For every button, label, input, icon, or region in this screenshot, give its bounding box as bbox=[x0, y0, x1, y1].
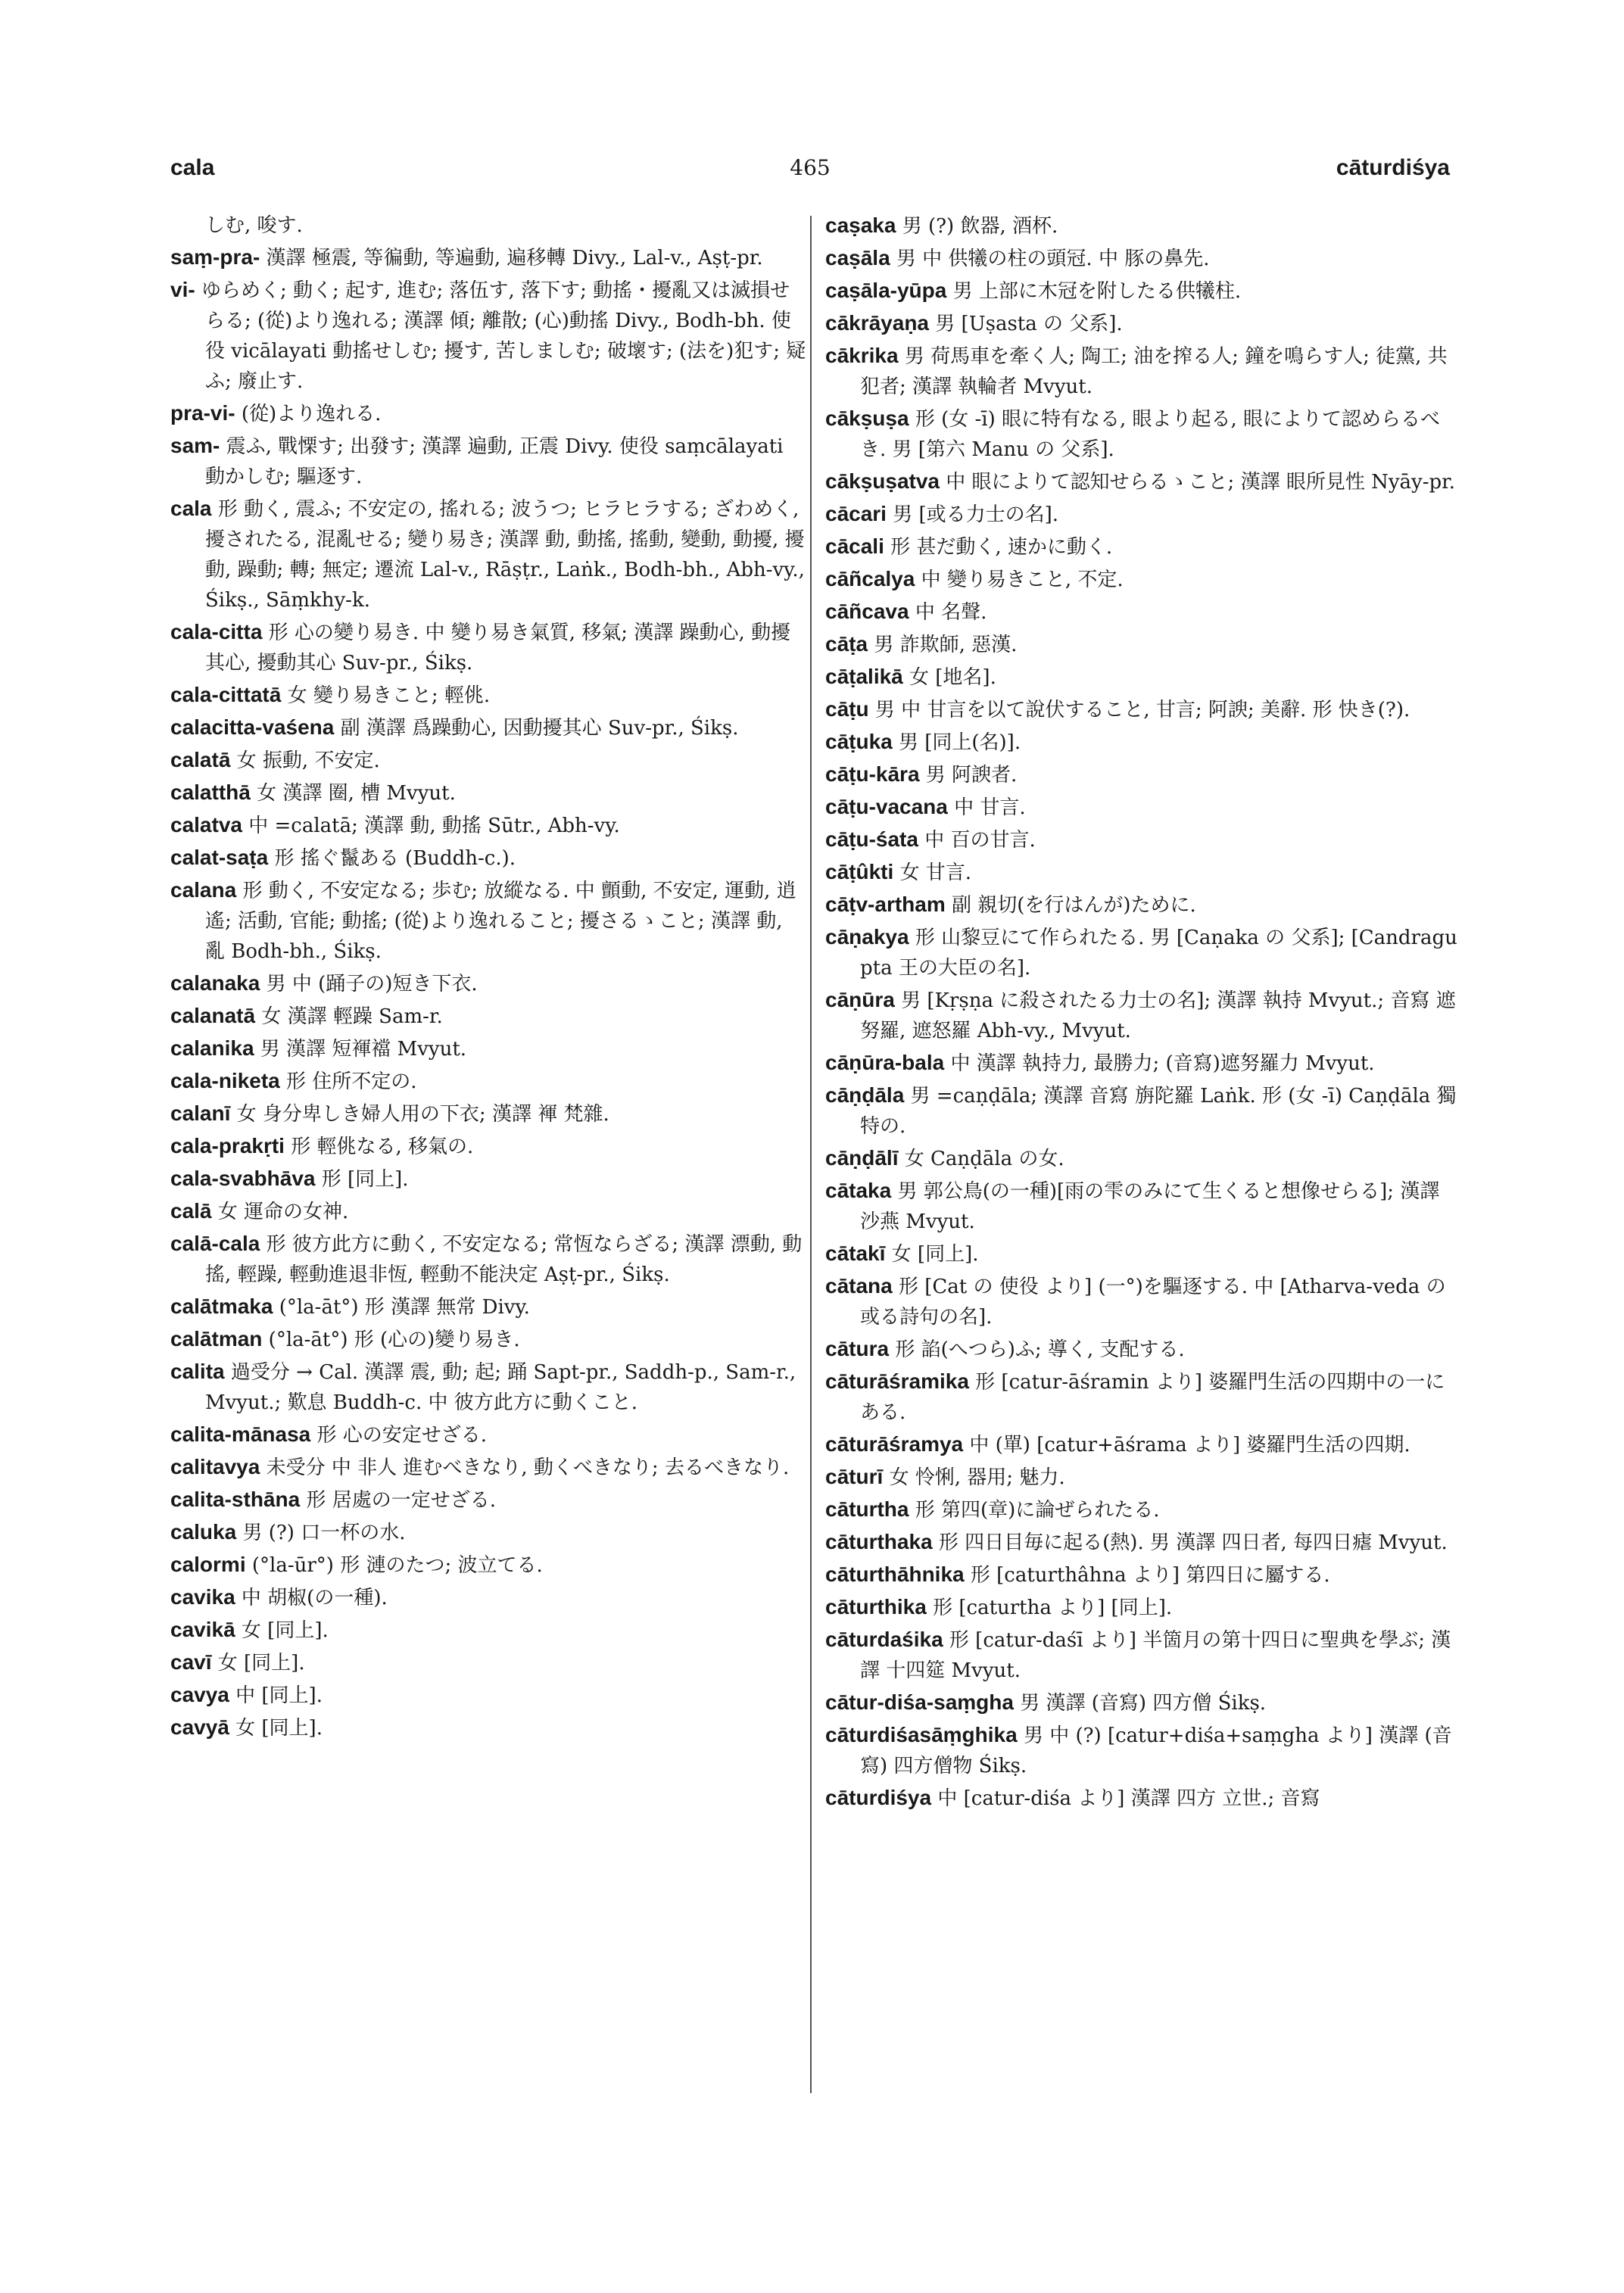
dictionary-entry bbox=[825, 1592, 1461, 1623]
dictionary-entry bbox=[170, 1131, 806, 1162]
headword: calitavya bbox=[170, 1455, 260, 1478]
dictionary-entry bbox=[170, 1419, 806, 1450]
definition: 女 漢譯 輕躁 Sam-r. bbox=[261, 1005, 443, 1028]
dictionary-entry bbox=[170, 875, 806, 967]
headword: sam- bbox=[170, 434, 220, 457]
dictionary-entry bbox=[170, 275, 806, 397]
headword: cavyā bbox=[170, 1715, 229, 1739]
dictionary-entry bbox=[170, 968, 806, 999]
running-head-left: cala bbox=[170, 155, 215, 180]
headword: cāturthaka bbox=[825, 1530, 933, 1553]
headword: cāṇūra-bala bbox=[825, 1051, 945, 1074]
page-number: 465 bbox=[790, 155, 831, 180]
definition: 女 [同上]. bbox=[241, 1619, 329, 1642]
dictionary-entry bbox=[170, 398, 806, 429]
headword: cāturthika bbox=[825, 1595, 927, 1618]
dictionary-entry bbox=[825, 1366, 1461, 1428]
definition: 副 漢譯 爲躁動心, 因動擾其心 Suv-pr., Śikṣ. bbox=[340, 717, 739, 740]
definition: 形 第四(章)に論ぜられたる. bbox=[915, 1499, 1160, 1522]
headword: cāṇḍālī bbox=[825, 1146, 899, 1170]
definition: 漢譯 極震, 等徧動, 等遍動, 遍移轉 Divy., Lal-v., Aṣṭ-pr. bbox=[266, 247, 763, 269]
definition: 形 [Cat の 使役 より] (一°)を驅逐する. 中 [Atharva-veda の或る詩句の名]. bbox=[860, 1276, 1446, 1329]
dictionary-entry bbox=[825, 531, 1461, 562]
headword: calā bbox=[170, 1199, 212, 1223]
headword: cāturdaśika bbox=[825, 1628, 943, 1651]
dictionary-entry bbox=[170, 843, 806, 874]
definition: 男 [同上(名)]. bbox=[898, 731, 1021, 754]
definition: 形 山黎豆にて作られたる. 男 [Caṇaka の 父系]; [Candragupta 王の大臣の名]. bbox=[860, 927, 1457, 980]
headword: calita-sthāna bbox=[170, 1488, 301, 1511]
dictionary-entry bbox=[825, 1429, 1461, 1460]
headword: cāṭu bbox=[825, 697, 869, 721]
headword: calā-cala bbox=[170, 1232, 260, 1255]
definition: 女 甘言. bbox=[899, 861, 972, 884]
definition: しむ, 唆す. bbox=[205, 214, 303, 237]
headword: cāṭu-kāra bbox=[825, 762, 920, 786]
headword: cavī bbox=[170, 1650, 212, 1674]
definition: 男 漢譯 (音寫) 四方僧 Śikṣ. bbox=[1020, 1692, 1267, 1715]
definition: 中 甘言. bbox=[954, 796, 1026, 819]
headword: cāṇḍāla bbox=[825, 1083, 905, 1107]
headword: calormi bbox=[170, 1553, 246, 1576]
headword: cākṣuṣatva bbox=[825, 469, 940, 493]
definition: 形 心の變り易き. 中 變り易き氣質, 移氣; 漢譯 躁動心, 動擾其心, 擾動其心 Suv-pr., Śikṣ. bbox=[205, 622, 791, 675]
definition: 女 身分卑しき婦人用の下衣; 漢譯 褌 梵雜. bbox=[236, 1103, 609, 1126]
dictionary-entry bbox=[170, 1229, 806, 1290]
headword: cākrika bbox=[825, 344, 899, 367]
definition: 未受分 中 非人 進むべきなり, 動くべきなり; 去るべきなり. bbox=[266, 1456, 790, 1479]
definition: 中 名聲. bbox=[915, 601, 987, 624]
headword: calana bbox=[170, 878, 237, 902]
definition: 中 =calatā; 漢譯 動, 動搖 Sūtr., Abh-vy. bbox=[248, 815, 620, 837]
dictionary-entry bbox=[825, 1494, 1461, 1525]
definition: 形 [同上]. bbox=[321, 1168, 409, 1191]
dictionary-entry bbox=[825, 308, 1461, 339]
definition: 形 輕佻なる, 移氣の. bbox=[291, 1136, 474, 1158]
dictionary-entry bbox=[170, 1164, 806, 1195]
definition: 女 [地名]. bbox=[909, 666, 996, 689]
dictionary-entry bbox=[825, 985, 1461, 1046]
dictionary-entry bbox=[170, 1324, 806, 1355]
dictionary-entry bbox=[825, 792, 1461, 823]
headword: vi- bbox=[170, 278, 195, 301]
definition: 男 [或る力士の名]. bbox=[893, 503, 1059, 526]
headword: calatva bbox=[170, 813, 242, 837]
dictionary-entry bbox=[825, 466, 1461, 497]
headword: cāturāśramya bbox=[825, 1432, 964, 1456]
running-head-right: cāturdiśya bbox=[1336, 155, 1450, 180]
definition: (°la-ūr°) 形 漣のたつ; 波立てる. bbox=[251, 1554, 543, 1577]
dictionary-entry bbox=[170, 1001, 806, 1032]
definition: 女 漢譯 圈, 槽 Mvyut. bbox=[257, 782, 456, 805]
headword: calātman bbox=[170, 1327, 263, 1351]
headword: cāṭv-artham bbox=[825, 893, 946, 916]
headword: cācari bbox=[825, 502, 887, 525]
headword: calanika bbox=[170, 1036, 254, 1060]
definition: 男 中 (?) [catur+diśa+saṃgha より] 漢譯 (音寫) 四方僧物 Śikṣ. bbox=[860, 1724, 1452, 1777]
definition: 女 [同上]. bbox=[217, 1652, 305, 1675]
dictionary-entry bbox=[825, 1720, 1461, 1781]
headword: cāturāśramika bbox=[825, 1369, 969, 1393]
headword: cāturtha bbox=[825, 1497, 909, 1521]
dictionary-entry bbox=[825, 824, 1461, 855]
dictionary-entry bbox=[825, 1176, 1461, 1237]
definition: 形 [caturtha より] [同上]. bbox=[933, 1597, 1173, 1619]
definition: 過受分 → Cal. 漢譯 震, 動; 起; 踊 Sapt-pr., Saddh-p., Sam-r., Mvyut.; 歎息 Buddh-c. 中 彼方此方に動くこと. bbox=[205, 1361, 796, 1414]
definition: 形 四日目毎に起る(熱). 男 漢譯 四日者, 每四日瘧 Mvyut. bbox=[938, 1531, 1448, 1554]
page-header bbox=[170, 155, 1450, 193]
definition: 形 搖ぐ鬣ある (Buddh-c.). bbox=[274, 847, 516, 870]
headword: calanaka bbox=[170, 971, 260, 995]
headword: cākṣuṣa bbox=[825, 407, 909, 430]
dictionary-entry bbox=[170, 1485, 806, 1516]
dictionary-entry bbox=[170, 745, 806, 776]
dictionary-entry bbox=[170, 680, 806, 711]
dictionary-entry bbox=[825, 276, 1461, 307]
definition: 女 振動, 不安定. bbox=[236, 749, 380, 772]
definition: 形 甚だ動く, 速かに動く. bbox=[890, 536, 1113, 559]
headword: calita bbox=[170, 1360, 225, 1383]
dictionary-entry bbox=[170, 1647, 806, 1678]
dictionary-entry bbox=[170, 242, 806, 273]
right-column bbox=[825, 210, 1461, 1815]
definition: 女 Caṇḍāla の女. bbox=[904, 1148, 1064, 1170]
headword: calanatā bbox=[170, 1004, 256, 1027]
dictionary-entry bbox=[170, 1680, 806, 1711]
definition: 女 變り易きこと; 輕佻. bbox=[287, 684, 491, 707]
definition: 形 住所不定の. bbox=[286, 1070, 417, 1093]
definition: 男 阿諛者. bbox=[925, 764, 1018, 787]
dictionary-entry bbox=[825, 1687, 1461, 1718]
dictionary-entry bbox=[825, 564, 1461, 595]
headword: caṣāla bbox=[825, 246, 890, 269]
headword: cāturī bbox=[825, 1465, 884, 1488]
definition: 形 [caturthâhna より] 第四日に屬する. bbox=[970, 1564, 1330, 1587]
dictionary-entry bbox=[825, 1271, 1461, 1332]
headword: cāṭu-vacana bbox=[825, 795, 948, 818]
definition: 男 荷馬車を牽く人; 陶工; 油を搾る人; 鐘を鳴らす人; 徒黨, 共犯者; 漢譯 執輪者 Mvyut. bbox=[860, 345, 1448, 398]
dictionary-entry bbox=[170, 1291, 806, 1323]
headword: cātakī bbox=[825, 1242, 886, 1265]
dictionary-entry bbox=[825, 889, 1461, 921]
definition: 男 漢譯 短褌襠 Mvyut. bbox=[260, 1038, 467, 1061]
definition: 女 [同上]. bbox=[235, 1717, 323, 1740]
dictionary-entry bbox=[170, 1550, 806, 1581]
dictionary-entry bbox=[825, 1048, 1461, 1079]
headword: pra-vi- bbox=[170, 401, 235, 425]
headword: cavikā bbox=[170, 1618, 235, 1641]
dictionary-entry bbox=[170, 810, 806, 841]
headword: calatā bbox=[170, 748, 231, 771]
headword: cala bbox=[170, 497, 212, 520]
definition: 形 心の安定せざる. bbox=[316, 1424, 488, 1447]
headword: cavika bbox=[170, 1585, 235, 1609]
headword: caluka bbox=[170, 1520, 237, 1544]
headword: saṃ-pra- bbox=[170, 245, 260, 269]
definition: 震ふ, 戰慄す; 出發す; 漢譯 遍動, 正震 Divy. 使役 saṃcālayati 動かしむ; 驅逐す. bbox=[205, 435, 784, 488]
dictionary-entry bbox=[825, 759, 1461, 790]
definition: 副 親切(を行はんが)ために. bbox=[952, 894, 1196, 917]
headword: cātaka bbox=[825, 1179, 892, 1202]
definition: 形 動く, 震ふ; 不安定の, 搖れる; 波うつ; ヒラヒラする; ざわめく, 擾されたる, 混亂せる; 變り易き; 漢譯 動, 動搖, 搖動, 變動, 動擾, 擾動, 躁動; 轉; 無定; 遷流 Lal-v., Rāṣṭr., Laṅk., Bodh-bh., Abh-vy., Śikṣ., Sāṃkhy-k. bbox=[205, 498, 805, 612]
headword: cāñcalya bbox=[825, 567, 915, 590]
definition: (°la-āt°) 形 (心の)變り易き. bbox=[268, 1329, 520, 1351]
headword: cāturthāhnika bbox=[825, 1562, 965, 1586]
headword: cāṭuka bbox=[825, 730, 893, 753]
dictionary-entry bbox=[170, 1517, 806, 1548]
dictionary-entry bbox=[170, 431, 806, 492]
definition: 中 胡椒(の一種). bbox=[241, 1587, 388, 1609]
headword: calanī bbox=[170, 1101, 231, 1125]
dictionary-entry bbox=[825, 1334, 1461, 1365]
definition: 中 眼によりて認知せらるゝこと; 漢譯 眼所見性 Nyāy-pr. bbox=[946, 471, 1455, 494]
headword: cala-citta bbox=[170, 620, 263, 643]
dictionary-entry bbox=[170, 1098, 806, 1129]
dictionary-entry bbox=[825, 1783, 1461, 1814]
definition: (從)より逸れる. bbox=[241, 403, 382, 425]
left-column bbox=[170, 210, 806, 1745]
dictionary-entry bbox=[170, 1066, 806, 1097]
definition: 中 變り易きこと, 不定. bbox=[921, 569, 1124, 591]
headword: calita-mānasa bbox=[170, 1422, 311, 1446]
definition: 男 中 甘言を以て說伏すること, 甘言; 阿諛; 美辭. 形 快き(?). bbox=[874, 699, 1410, 721]
headword: cāṇūra bbox=[825, 988, 895, 1011]
dictionary-entry bbox=[825, 1559, 1461, 1590]
headword: calat-saṭa bbox=[170, 846, 269, 869]
definition: 形 (女 -ī) 眼に特有なる, 眼より起る, 眼によりて認めらるべき. 男 [第六 Manu の 父系]. bbox=[860, 408, 1441, 461]
definition: 形 居處の一定せざる. bbox=[306, 1489, 496, 1512]
headword: cala-prakṛti bbox=[170, 1134, 285, 1157]
headword: cavya bbox=[170, 1683, 229, 1706]
headword: cāṭûkti bbox=[825, 860, 894, 883]
definition: 男 郭公鳥(の一種)[雨の雫のみにて生くると想像せらる]; 漢譯 沙燕 Mvyut. bbox=[860, 1180, 1440, 1233]
headword: cātur-diśa-saṃgha bbox=[825, 1690, 1014, 1714]
dictionary-entry bbox=[170, 1582, 806, 1613]
definition: 女 怜悧, 器用; 魅力. bbox=[889, 1466, 1065, 1489]
headword: caṣaka bbox=[825, 213, 896, 237]
dictionary-entry bbox=[170, 777, 806, 808]
definition: 男 詐欺師, 惡漢. bbox=[874, 634, 1018, 656]
definition: 男 中 供犧の柱の頭冠. 中 豚の鼻先. bbox=[896, 248, 1210, 270]
dictionary-entry bbox=[825, 694, 1461, 725]
definition: 中 百の甘言. bbox=[924, 829, 1036, 852]
headword: calātmaka bbox=[170, 1294, 273, 1318]
dictionary-entry bbox=[170, 712, 806, 743]
headword: cāṭu-śata bbox=[825, 827, 918, 851]
definition: (°la-āt°) 形 漢譯 無常 Divy. bbox=[279, 1296, 530, 1319]
dictionary-entry bbox=[825, 1625, 1461, 1686]
definition: 中 [catur-diśa より] 漢譯 四方 立世.; 音寫 bbox=[937, 1787, 1320, 1810]
definition: 中 [同上]. bbox=[235, 1684, 323, 1707]
dictionary-entry bbox=[825, 857, 1461, 888]
headword: cākrāyaṇa bbox=[825, 311, 930, 335]
definition: 形 動く, 不安定なる; 歩む; 放縱なる. 中 顫動, 不安定, 運動, 逍遙; 活動, 官能; 動搖; (從)より逸れること; 擾さるゝこと; 漢譯 動, 亂 Bodh-bh., Śikṣ. bbox=[205, 880, 796, 963]
dictionary-entry bbox=[825, 210, 1461, 241]
headword: cāturdiśasāṃghika bbox=[825, 1723, 1018, 1746]
definition: 中 漢譯 執持力, 最勝力; (音寫)遮努羅力 Mvyut. bbox=[950, 1052, 1375, 1075]
dictionary-entry bbox=[170, 1357, 806, 1418]
column-divider bbox=[810, 216, 812, 2093]
dictionary-entry bbox=[825, 1462, 1461, 1493]
definition: 中 (單) [catur+āśrama より] 婆羅門生活の四期. bbox=[969, 1434, 1410, 1456]
dictionary-entry bbox=[170, 1033, 806, 1064]
dictionary-entry bbox=[170, 1452, 806, 1483]
headword: cāñcava bbox=[825, 600, 909, 623]
dictionary-entry bbox=[170, 494, 806, 615]
headword: cācali bbox=[825, 534, 884, 558]
headword: cāturdiśya bbox=[825, 1786, 932, 1809]
definition: 男 (?) 口一杯の水. bbox=[242, 1522, 406, 1544]
definition: 形 彼方此方に動く, 不安定なる; 常恆ならざる; 漢譯 漂動, 動搖, 輕躁, 輕動進退非恆, 輕動不能決定 Aṣṭ-pr., Śikṣ. bbox=[205, 1233, 803, 1286]
headword: cāṭalikā bbox=[825, 665, 903, 688]
definition: 男 [Kṛṣṇa に殺されたる力士の名]; 漢譯 執持 Mvyut.; 音寫 遮努羅, 遮怒羅 Abh-vy., Mvyut. bbox=[860, 989, 1456, 1042]
dictionary-entry bbox=[825, 243, 1461, 274]
definition: 女 運命の女神. bbox=[217, 1201, 349, 1223]
headword: cala-niketa bbox=[170, 1069, 280, 1092]
definition: 女 [同上]. bbox=[891, 1243, 979, 1266]
dictionary-entry bbox=[825, 922, 1461, 983]
dictionary-entry bbox=[825, 499, 1461, 530]
dictionary-entry bbox=[825, 1238, 1461, 1270]
headword: cātana bbox=[825, 1274, 893, 1298]
dictionary-entry bbox=[825, 727, 1461, 758]
headword: cāṭa bbox=[825, 632, 868, 656]
definition: 男 =caṇḍāla; 漢譯 音寫 旃陀羅 Laṅk. 形 (女 -ī) Caṇḍāla 獨特の. bbox=[860, 1085, 1457, 1138]
headword: cātura bbox=[825, 1337, 890, 1360]
definition: 男 中 (踊子の)短き下衣. bbox=[266, 973, 478, 995]
dictionary-entry bbox=[825, 1080, 1461, 1142]
dictionary-entry bbox=[170, 1712, 806, 1743]
dictionary-entry bbox=[825, 1143, 1461, 1174]
headword: cala-svabhāva bbox=[170, 1167, 316, 1190]
dictionary-entry bbox=[825, 403, 1461, 465]
headword: cala-cittatā bbox=[170, 683, 282, 706]
headword: caṣāla-yūpa bbox=[825, 279, 947, 302]
definition: 形 [catur-daśī より] 半箇月の第十四日に聖典を學ぶ; 漢譯 十四筵 Mvyut. bbox=[860, 1629, 1451, 1682]
headword: cāṇakya bbox=[825, 925, 909, 949]
definition: 男 [Uṣasta の 父系]. bbox=[935, 313, 1123, 335]
headword: calacitta-vaśena bbox=[170, 715, 335, 739]
headword: calatthā bbox=[170, 780, 251, 804]
dictionary-entry bbox=[825, 662, 1461, 693]
dictionary-entry bbox=[825, 341, 1461, 402]
definition: ゆらめく; 動く; 起す, 進む; 落伍す, 落下す; 動搖・擾亂又は滅損せらる; (從)より逸れる; 漢譯 傾; 離散; (心)動搖 Divy., Bodh-bh. 使役 vicālayati 動搖せしむ; 擾す, 苦しましむ; 破壞す; (法を)犯す; 疑ふ; 廢止す. bbox=[201, 279, 806, 393]
definition: 形 [catur-āśramin より] 婆羅門生活の四期中の一にある. bbox=[860, 1371, 1445, 1424]
definition: 形 諂(へつら)ふ; 導く, 支配する. bbox=[895, 1338, 1185, 1361]
definition: 男 (?) 飲器, 酒杯. bbox=[902, 215, 1058, 238]
dictionary-entry bbox=[825, 629, 1461, 660]
dictionary-entry bbox=[170, 210, 806, 241]
dictionary-entry bbox=[825, 597, 1461, 628]
dictionary-entry bbox=[170, 617, 806, 678]
definition: 男 上部に木冠を附したる供犧柱. bbox=[952, 280, 1242, 303]
dictionary-entry bbox=[170, 1196, 806, 1227]
dictionary-entry bbox=[170, 1615, 806, 1646]
dictionary-entry bbox=[825, 1527, 1461, 1558]
